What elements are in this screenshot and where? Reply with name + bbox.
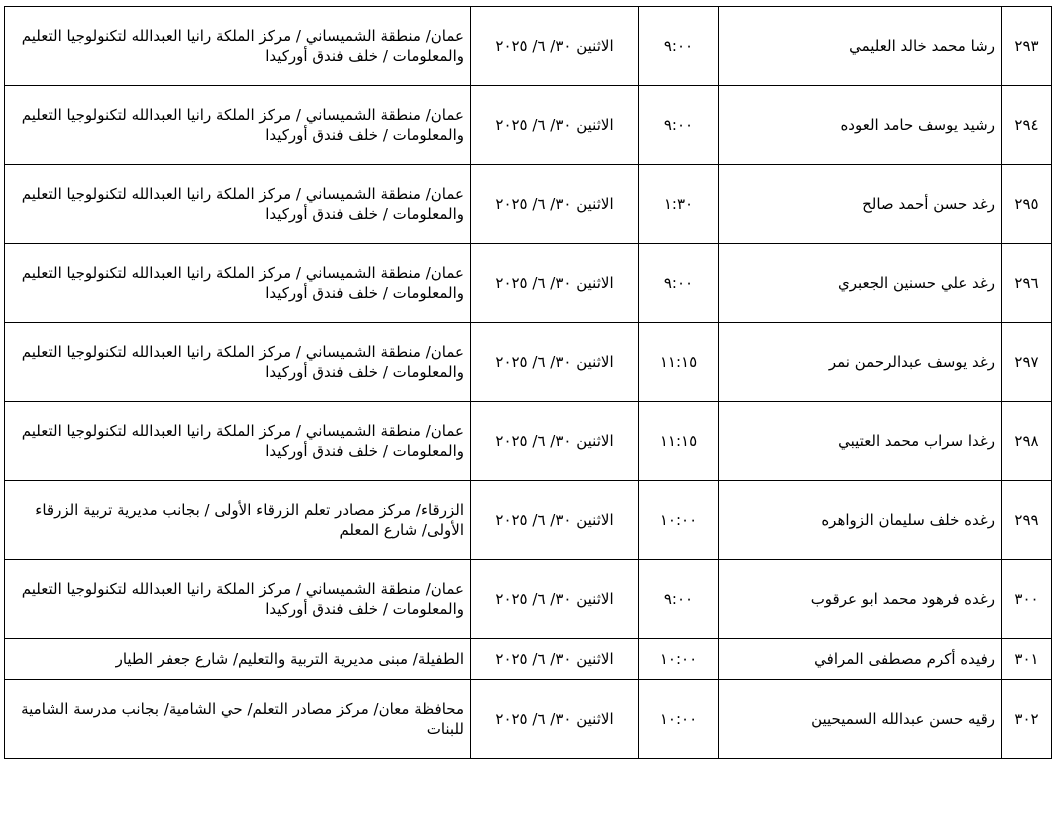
candidate-name: رفيده أكرم مصطفى المرافي [719,639,1002,680]
candidate-name: رغد علي حسنين الجعبري [719,244,1002,323]
candidate-name: رقيه حسن عبدالله السميحيين [719,680,1002,759]
table-row [5,323,1052,402]
row-number: ٢٩٩ [1002,481,1052,560]
candidate-name: رغدا سراب محمد العتيبي [719,402,1002,481]
candidate-name: رغده خلف سليمان الزواهره [719,481,1002,560]
row-number: ٣٠٢ [1002,680,1052,759]
row-number: ٢٩٤ [1002,86,1052,165]
table-row [5,244,1052,323]
exam-time: ١١:١٥ [639,323,719,402]
table-row [5,86,1052,165]
candidate-name: رغده فرهود محمد ابو عرقوب [719,560,1002,639]
candidate-name: رشيد يوسف حامد العوده [719,86,1002,165]
exam-location: عمان/ منطقة الشميساني / مركز الملكة رانيا العبدالله لتكنولوجيا التعليم والمعلومات / خلف فندق أوركيدا [5,323,471,402]
exam-time: ٩:٠٠ [639,244,719,323]
exam-date: الاثنين ٣٠/ ٦/ ٢٠٢٥ [471,402,639,481]
table-row [5,680,1052,759]
exam-date: الاثنين ٣٠/ ٦/ ٢٠٢٥ [471,639,639,680]
exam-location: عمان/ منطقة الشميساني / مركز الملكة رانيا العبدالله لتكنولوجيا التعليم والمعلومات / خلف فندق أوركيدا [5,7,471,86]
exam-date: الاثنين ٣٠/ ٦/ ٢٠٢٥ [471,323,639,402]
exam-time: ١٠:٠٠ [639,481,719,560]
exam-time: ١:٣٠ [639,165,719,244]
row-number: ٢٩٧ [1002,323,1052,402]
row-number: ٢٩٨ [1002,402,1052,481]
row-number: ٣٠١ [1002,639,1052,680]
exam-time: ٩:٠٠ [639,7,719,86]
table-row [5,402,1052,481]
exam-location: عمان/ منطقة الشميساني / مركز الملكة رانيا العبدالله لتكنولوجيا التعليم والمعلومات / خلف فندق أوركيدا [5,560,471,639]
exam-time: ١١:١٥ [639,402,719,481]
exam-date: الاثنين ٣٠/ ٦/ ٢٠٢٥ [471,86,639,165]
exam-location: الزرقاء/ مركز مصادر تعلم الزرقاء الأولى / بجانب مديرية تربية الزرقاء الأولى/ شارع المعلم [5,481,471,560]
table-row [5,639,1052,680]
candidate-name: رغد يوسف عبدالرحمن نمر [719,323,1002,402]
exam-location: عمان/ منطقة الشميساني / مركز الملكة رانيا العبدالله لتكنولوجيا التعليم والمعلومات / خلف فندق أوركيدا [5,244,471,323]
exam-location: الطفيلة/ مبنى مديرية التربية والتعليم/ شارع جعفر الطيار [5,639,471,680]
exam-time: ٩:٠٠ [639,560,719,639]
exam-time: ٩:٠٠ [639,86,719,165]
exam-date: الاثنين ٣٠/ ٦/ ٢٠٢٥ [471,7,639,86]
table-row [5,165,1052,244]
exam-date: الاثنين ٣٠/ ٦/ ٢٠٢٥ [471,165,639,244]
exam-schedule-table [4,6,1052,759]
row-number: ٢٩٣ [1002,7,1052,86]
exam-location: محافظة معان/ مركز مصادر التعلم/ حي الشامية/ بجانب مدرسة الشامية للبنات [5,680,471,759]
exam-location: عمان/ منطقة الشميساني / مركز الملكة رانيا العبدالله لتكنولوجيا التعليم والمعلومات / خلف فندق أوركيدا [5,402,471,481]
exam-location: عمان/ منطقة الشميساني / مركز الملكة رانيا العبدالله لتكنولوجيا التعليم والمعلومات / خلف فندق أوركيدا [5,165,471,244]
exam-date: الاثنين ٣٠/ ٦/ ٢٠٢٥ [471,244,639,323]
candidate-name: رغد حسن أحمد صالح [719,165,1002,244]
row-number: ٢٩٥ [1002,165,1052,244]
table-row [5,7,1052,86]
candidate-name: رشا محمد خالد العليمي [719,7,1002,86]
exam-time: ١٠:٠٠ [639,680,719,759]
row-number: ٣٠٠ [1002,560,1052,639]
exam-date: الاثنين ٣٠/ ٦/ ٢٠٢٥ [471,560,639,639]
table-row [5,481,1052,560]
exam-date: الاثنين ٣٠/ ٦/ ٢٠٢٥ [471,481,639,560]
table-row [5,560,1052,639]
row-number: ٢٩٦ [1002,244,1052,323]
exam-location: عمان/ منطقة الشميساني / مركز الملكة رانيا العبدالله لتكنولوجيا التعليم والمعلومات / خلف فندق أوركيدا [5,86,471,165]
exam-date: الاثنين ٣٠/ ٦/ ٢٠٢٥ [471,680,639,759]
exam-time: ١٠:٠٠ [639,639,719,680]
